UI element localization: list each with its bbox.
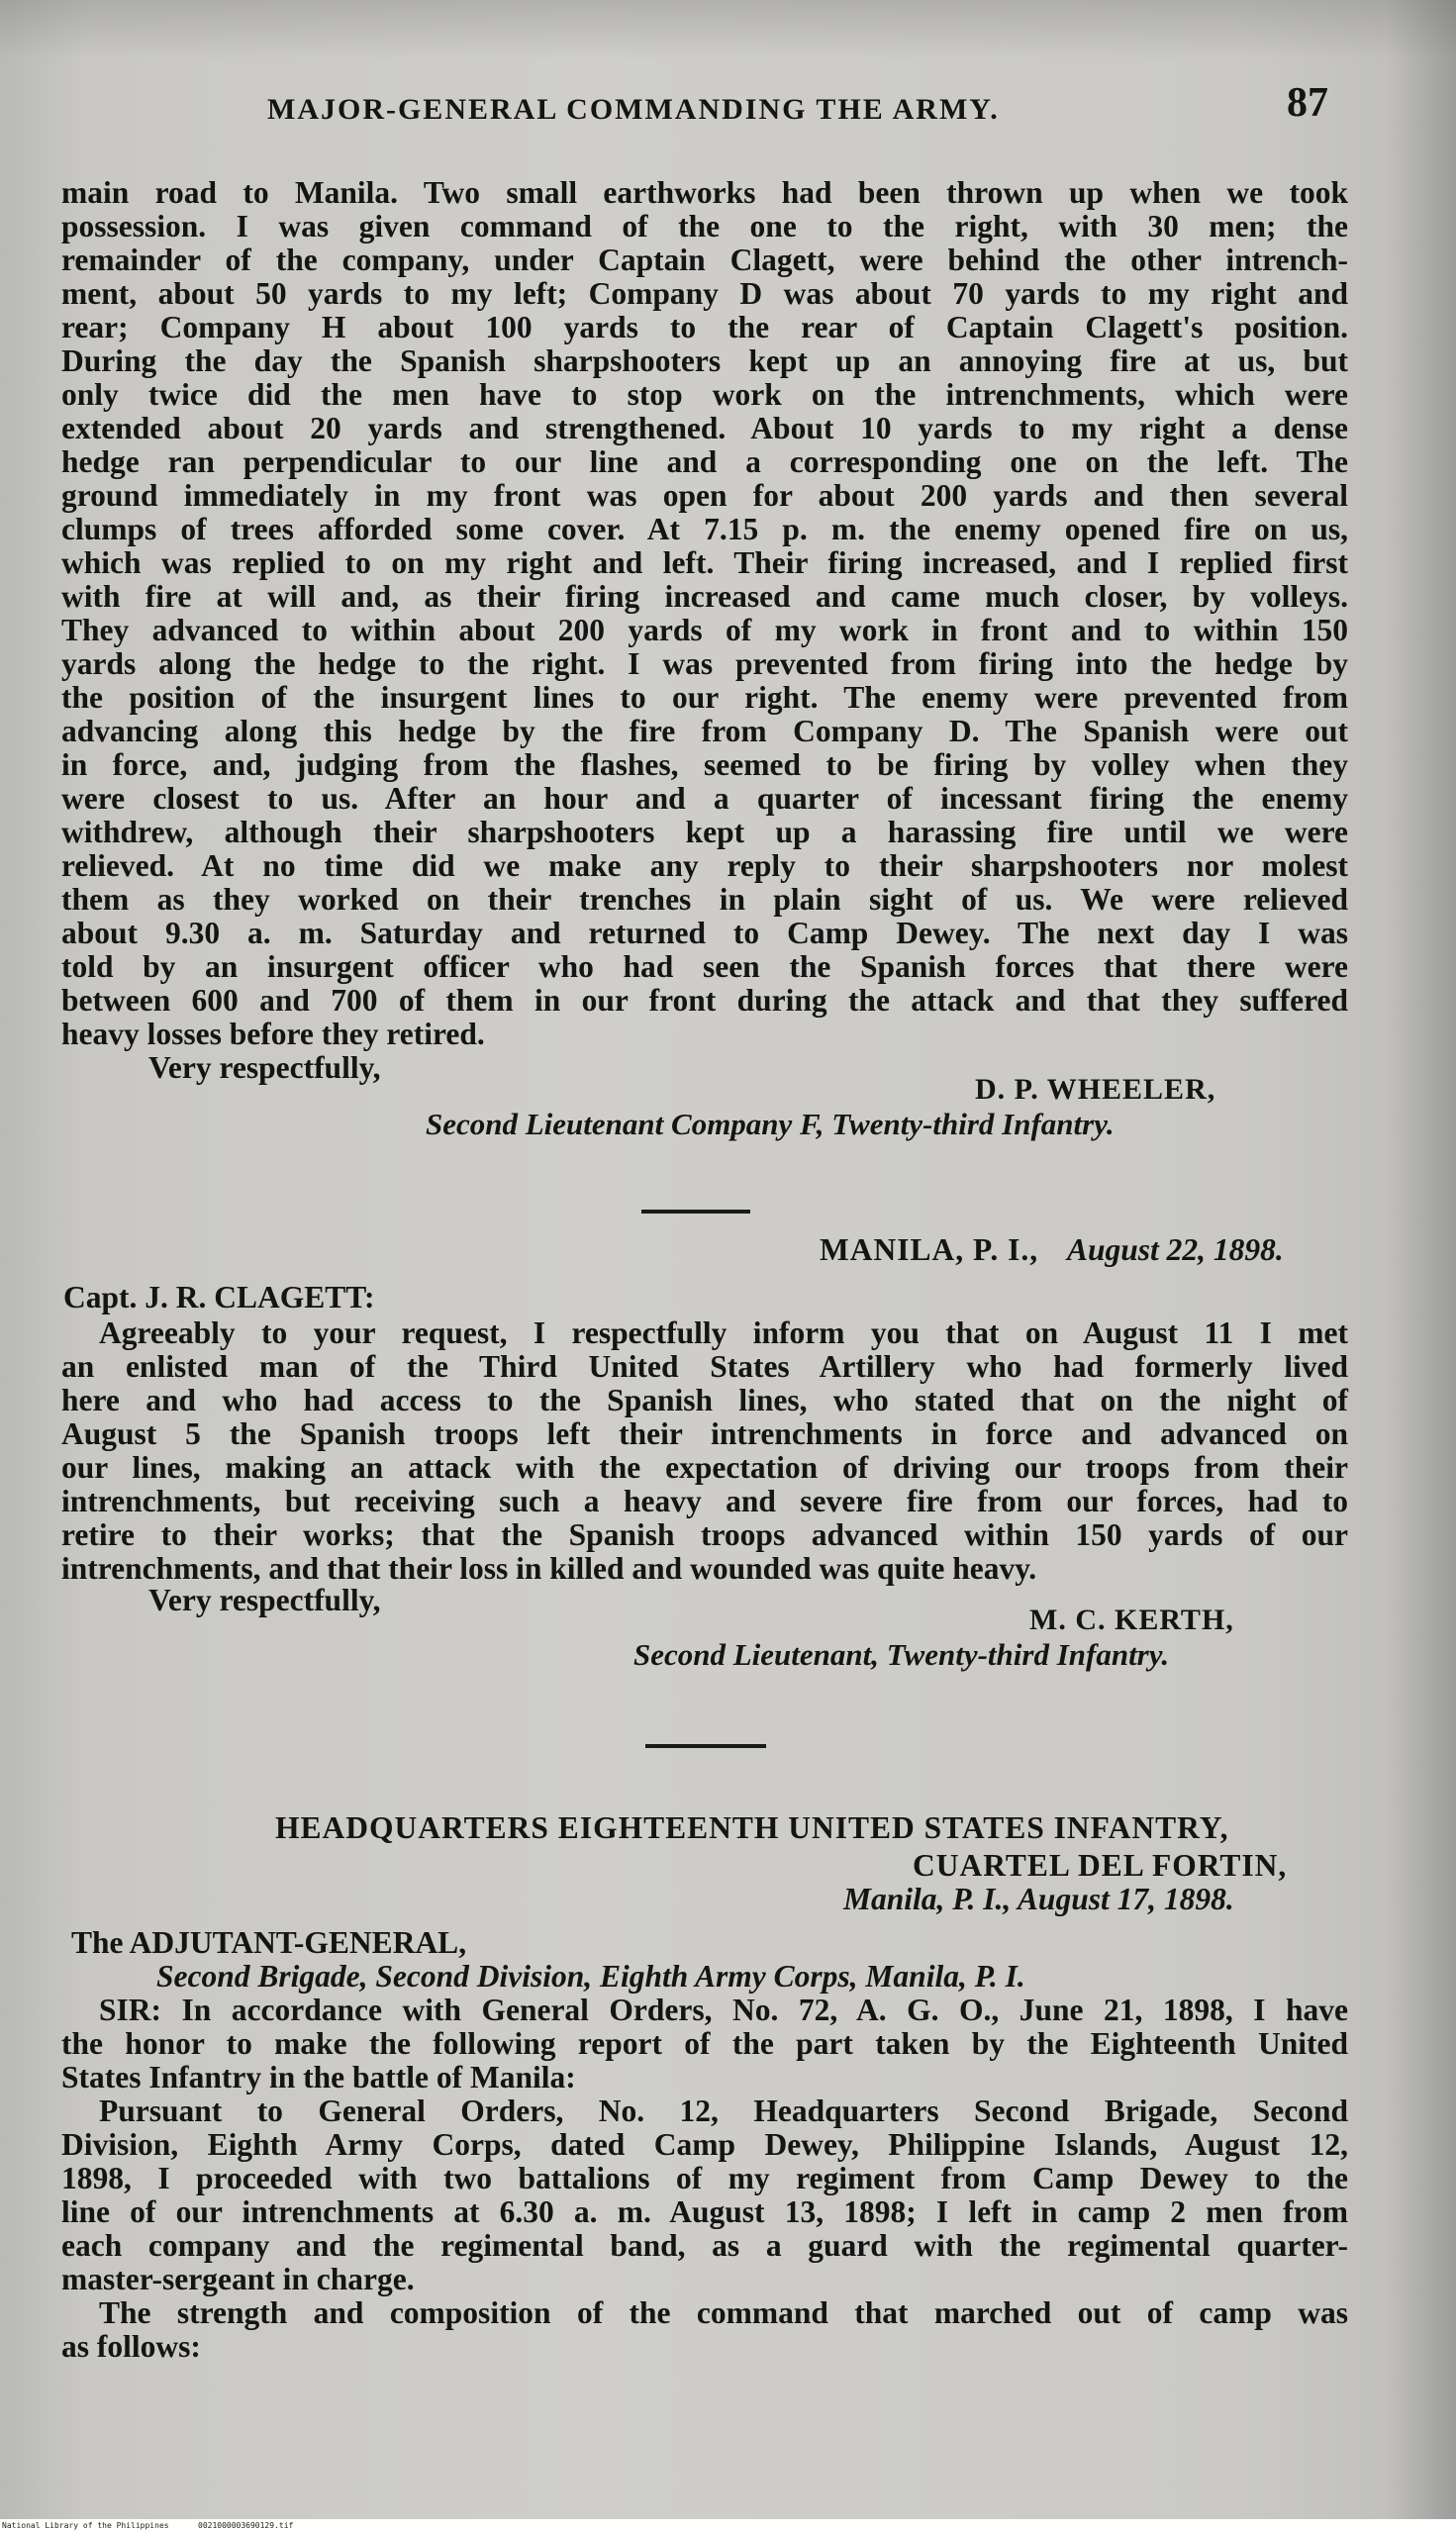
report1-line: in force, and, judging from the flashes, seemed to be firing by volley when they: [61, 747, 1348, 782]
report2-dateline-place: MANILA, P. I.,: [820, 1232, 1039, 1267]
report1-line: with fire at will and, as their firing increased and came much closer, by volleys.: [61, 579, 1348, 614]
report2-line: intrenchments, but receiving such a heavy and severe fire from our forces, had to: [61, 1484, 1348, 1518]
footer-filename: 0021000003690129.tif: [198, 2521, 294, 2530]
footer-source: National Library of the Philippines: [2, 2521, 169, 2530]
report1-line: them as they worked on their trenches in plain sight of us. We were relieved: [61, 882, 1348, 917]
report1-line: relieved. At no time did we make any reply to their sharpshooters nor molest: [61, 848, 1348, 883]
report1-line: only twice did the men have to stop work on the intrenchments, which were: [61, 377, 1348, 412]
page-top-shadow: [0, 0, 1456, 59]
report1-line: hedge ran perpendicular to our line and a corresponding one on the left. The: [61, 444, 1348, 479]
report2-signer-title: Second Lieutenant, Twenty-third Infantry.: [633, 1637, 1170, 1672]
report2-line: our lines, making an attack with the expectation of driving our troops from their: [61, 1450, 1348, 1485]
report2-line: here and who had access to the Spanish lines, who stated that on the night of: [61, 1383, 1348, 1417]
section-divider: [641, 1210, 750, 1214]
report3-line: the honor to make the following report of the part taken by the Eighteenth United: [61, 2026, 1348, 2061]
scan-footer: [0, 2519, 1456, 2532]
report1-line: about 9.30 a. m. Saturday and returned to Camp Dewey. The next day I was: [61, 916, 1348, 950]
report1-line: They advanced to within about 200 yards of my work in front and to within 150: [61, 613, 1348, 647]
report1-line: remainder of the company, under Captain Clagett, were behind the other intrench-: [61, 243, 1348, 277]
report3-line: SIR: In accordance with General Orders, No. 72, A. G. O., June 21, 1898, I have: [99, 1993, 1348, 2027]
report1-line: between 600 and 700 of them in our front during the attack and that they suffered: [61, 983, 1348, 1018]
report1-line: the position of the insurgent lines to our right. The enemy were prevented from: [61, 680, 1348, 715]
section-divider: [645, 1744, 766, 1748]
report1-signer-title: Second Lieutenant Company F, Twenty-third Infantry.: [426, 1107, 1115, 1141]
running-head: MAJOR-GENERAL COMMANDING THE ARMY.: [267, 93, 1000, 126]
report1-line: ground immediately in my front was open for about 200 yards and then several: [61, 478, 1348, 513]
report3-line: master-sergeant in charge.: [61, 2262, 415, 2296]
report3-addressee-line1: The ADJUTANT-GENERAL,: [71, 1925, 467, 1960]
report3-line: line of our intrenchments at 6.30 a. m. August 13, 1898; I left in camp 2 men from: [61, 2194, 1348, 2229]
report1-line: told by an insurgent officer who had seen the Spanish forces that there were: [61, 949, 1348, 984]
report3-heading-line1: HEADQUARTERS EIGHTEENTH UNITED STATES INFANTRY,: [275, 1810, 1229, 1845]
report1-line: withdrew, although their sharpshooters kept up a harassing fire until we were: [61, 815, 1348, 849]
report2-line: August 5 the Spanish troops left their intrenchments in force and advanced on: [61, 1416, 1348, 1451]
report3-line: States Infantry in the battle of Manila:: [61, 2060, 576, 2094]
report2-line: an enlisted man of the Third United States Artillery who had formerly lived: [61, 1349, 1348, 1384]
page-edge-shadow: [1387, 0, 1456, 2519]
report2-closing: Very respectfully,: [148, 1583, 381, 1617]
report1-line: which was replied to on my right and left. Their firing increased, and I replied first: [61, 545, 1348, 580]
report1-line: rear; Company H about 100 yards to the rear of Captain Clagett's position.: [61, 310, 1348, 344]
report3-line: The strength and composition of the command that marched out of camp was: [99, 2295, 1348, 2330]
report1-line: ment, about 50 yards to my left; Company D was about 70 yards to my right and: [61, 276, 1348, 311]
report2-signer: M. C. KERTH,: [1029, 1604, 1234, 1636]
report1-line: heavy losses before they retired.: [61, 1017, 485, 1051]
report3-line: as follows:: [61, 2329, 201, 2364]
report1-line: possession. I was given command of the one to the right, with 30 men; the: [61, 209, 1348, 243]
report2-line: intrenchments, and that their loss in killed and wounded was quite heavy.: [61, 1551, 1037, 1586]
report1-line: advancing along this hedge by the fire from Company D. The Spanish were out: [61, 714, 1348, 748]
report2-dateline-date: August 22, 1898.: [1067, 1232, 1284, 1267]
report2-line: retire to their works; that the Spanish troops advanced within 150 yards of our: [61, 1517, 1348, 1552]
report1-line: main road to Manila. Two small earthworks had been thrown up when we took: [61, 175, 1348, 210]
report2-line: Agreeably to your request, I respectfully inform you that on August 11 I met: [99, 1315, 1348, 1350]
report1-closing: Very respectfully,: [148, 1050, 381, 1085]
report1-line: clumps of trees afforded some cover. At 7.15 p. m. the enemy opened fire on us,: [61, 512, 1348, 546]
report3-heading-line2: CUARTEL DEL FORTIN,: [913, 1848, 1288, 1883]
report3-heading-line3: Manila, P. I., August 17, 1898.: [843, 1882, 1234, 1916]
report3-line: each company and the regimental band, as a guard with the regimental quarter-: [61, 2228, 1348, 2263]
report3-addressee-line2: Second Brigade, Second Division, Eighth Army Corps, Manila, P. I.: [156, 1959, 1025, 1994]
report1-line: extended about 20 yards and strengthened. About 10 yards to my right a dense: [61, 411, 1348, 445]
report3-line: Pursuant to General Orders, No. 12, Headquarters Second Brigade, Second: [99, 2094, 1348, 2128]
report1-line: During the day the Spanish sharpshooters kept up an annoying fire at us, but: [61, 343, 1348, 378]
report1-line: yards along the hedge to the right. I was prevented from firing into the hedge by: [61, 646, 1348, 681]
report2-addressee: Capt. J. R. CLAGETT:: [63, 1280, 375, 1315]
report3-line: Division, Eighth Army Corps, dated Camp Dewey, Philippine Islands, August 12,: [61, 2127, 1348, 2162]
report3-line: 1898, I proceeded with two battalions of my regiment from Camp Dewey to the: [61, 2161, 1348, 2195]
page-number: 87: [1287, 80, 1328, 126]
report1-signer: D. P. WHEELER,: [975, 1073, 1216, 1106]
report1-line: were closest to us. After an hour and a quarter of incessant firing the enemy: [61, 781, 1348, 816]
